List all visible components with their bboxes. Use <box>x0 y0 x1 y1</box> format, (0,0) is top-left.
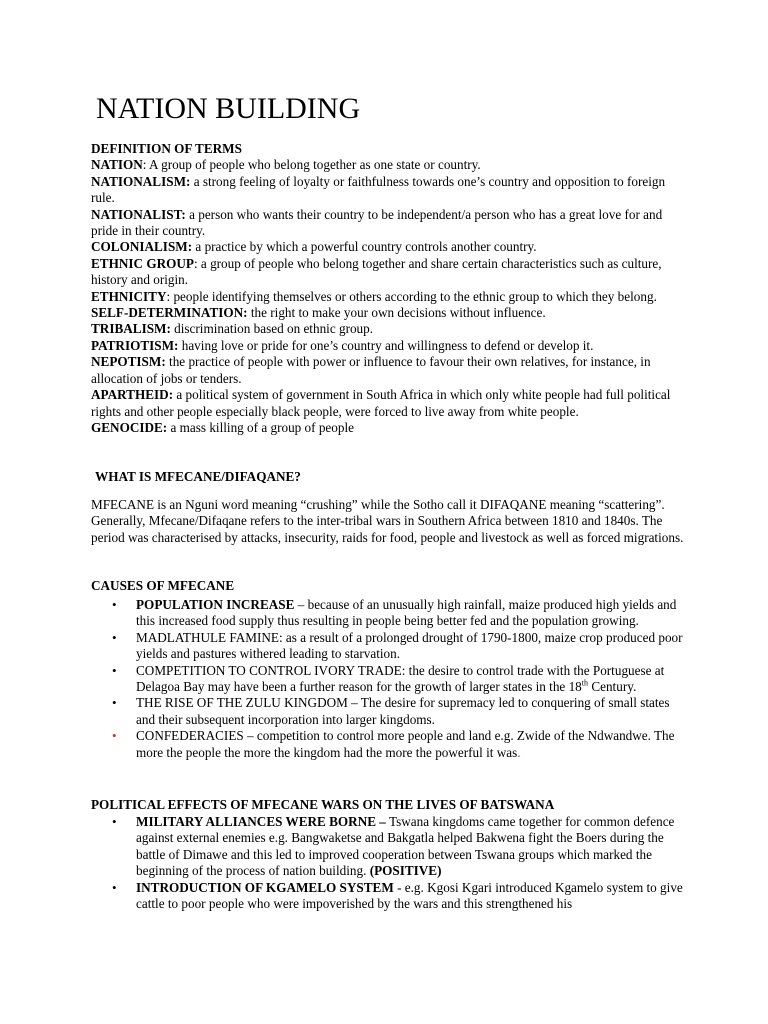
definition-term: NEPOTISM: <box>91 354 166 370</box>
cause-item <box>91 728 691 761</box>
cause-text: THE RISE OF THE ZULU KINGDOM – The desire for supremacy led to conquering of small states and their subsequent incorporation into larger kingdoms. <box>136 695 670 727</box>
cause-text: – because of an unusually high rainfall, maize produced high yields and this increased food supply thus resulting in people being better fed and the population growing. <box>136 597 677 629</box>
mfecane-paragraph: MFECANE is an Nguni word meaning “crushing” while the Sotho call it DIFAQANE meaning “scattering”. Generally, Mfecane/Difaqane refers to the inter-tribal wars in Southern Africa between 1810 and 1840s. The period was characterised by attacks, insecurity, raids for food, people and livestock as well as forced migrations. <box>91 497 684 545</box>
effect-tag: (POSITIVE) <box>369 863 442 879</box>
definition-item: NATION: A group of people who belong together as one state or country. <box>91 157 481 173</box>
cause-superscript: th <box>581 678 589 688</box>
definition-item <box>91 321 691 337</box>
effect-item <box>91 880 691 913</box>
definition-term: TRIBALISM: <box>91 321 171 337</box>
cause-lead: POPULATION INCREASE <box>136 597 295 612</box>
cause-text-tail: . <box>517 744 521 760</box>
definition-text: a person who wants their country to be independent/a person who has a great love for and pride in their country. <box>91 206 663 239</box>
definition-text: people identifying themselves or others according to the ethnic group to which they belong. <box>173 288 657 304</box>
mfecane-heading: WHAT IS MFECANE/DIFAQANE? <box>95 469 301 484</box>
cause-item <box>91 695 691 728</box>
definitions-section <box>91 141 691 436</box>
bullet-icon: • <box>112 629 117 645</box>
bullet-icon: • <box>112 662 117 678</box>
definition-item <box>91 354 691 387</box>
definition-term: SELF-DETERMINATION: <box>91 305 248 321</box>
definition-text: a group of people who belong together and share certain characteristics such as culture, history and origin. <box>91 255 662 288</box>
cause-text: CONFEDERACIES – competition to control more people and land e.g. Zwide of the Ndwandwe. The more the people the more the kingdom had the more the powerful it was <box>136 728 675 760</box>
definition-term: PATRIOTISM: <box>91 337 179 353</box>
effects-heading: POLITICAL EFFECTS OF MFECANE WARS ON THE LIVES OF BATSWANA <box>91 797 555 812</box>
effect-item <box>91 814 691 880</box>
effect-lead: INTRODUCTION OF KGAMELO SYSTEM <box>136 879 394 895</box>
definition-text: a political system of government in South Africa in which only white people had full political rights and other people especially black people, were forced to live away from white people. <box>91 387 671 419</box>
definition-item: ETHNICITY: people identifying themselves or others according to the ethnic group to which they belong. <box>91 288 657 304</box>
definition-text: having love or pride for one’s country and willingness to defend or develop it. <box>181 337 594 353</box>
definition-text: a strong feeling of loyalty or faithfulness towards one’s country and opposition to foreign rule. <box>91 173 666 206</box>
definition-item <box>91 207 691 240</box>
cause-item <box>91 630 691 663</box>
bullet-icon: • <box>112 695 117 711</box>
bullet-icon: • <box>112 728 117 744</box>
definition-term: ETHNICITY <box>91 288 167 304</box>
causes-heading: CAUSES OF MFECANE <box>91 578 235 593</box>
bullet-icon: • <box>112 879 117 895</box>
bullet-icon: • <box>112 597 117 612</box>
definition-item <box>91 305 691 321</box>
definition-term: COLONIALISM: <box>91 239 193 255</box>
effect-text: Tswana kingdoms came together for common defence against external enemies e.g. Bangwaketse and Bakgatla helped Bakwena fight the Boers during the battle of Dimawe and this led to improved cooperation between Tswana groups which marked the beginning of the process of nation building. <box>136 814 675 879</box>
bullet-icon: • <box>112 814 117 829</box>
definition-text: the practice of people with power or influence to favour their own relatives, for instance, in allocation of jobs or tenders. <box>91 354 651 386</box>
definition-item <box>91 174 691 207</box>
definitions-list <box>91 157 691 436</box>
definition-term: GENOCIDE: <box>91 419 168 435</box>
definition-text: a practice by which a powerful country controls another country. <box>195 239 537 255</box>
definition-text: the right to make your own decisions without influence. <box>250 305 546 321</box>
cause-text: COMPETITION TO CONTROL IVORY TRADE: the desire to control trade with the Portuguese at Delagoa Bay may have been a further reason for the growth of larger states in the 18 <box>136 662 665 695</box>
definition-text: a mass killing of a group of people <box>170 419 354 435</box>
definition-item <box>91 420 691 436</box>
cause-item <box>91 663 691 696</box>
cause-text-tail: Century. <box>588 679 637 695</box>
effect-text: - e.g. Kgosi Kgari introduced Kgamelo system to give cattle to poor people who were impoverished by the wars and this strengthened his <box>136 879 683 912</box>
definition-item <box>91 338 691 354</box>
definition-item <box>91 387 691 420</box>
effect-lead: MILITARY ALLIANCES WERE BORNE – <box>136 814 386 829</box>
definition-item: ETHNIC GROUP: a group of people who belong together and share certain characteristics such as culture, history and origin. <box>91 255 662 288</box>
page-title: NATION BUILDING <box>96 92 361 125</box>
definition-text: discrimination based on ethnic group. <box>174 321 374 337</box>
definition-term: NATION <box>91 157 143 173</box>
definition-item <box>91 239 691 255</box>
cause-text: MADLATHULE FAMINE: as a result of a prolonged drought of 1790-1800, maize crop produced poor yields and pastures withered leading to starvation. <box>136 629 683 662</box>
causes-list <box>91 597 691 761</box>
definition-term: ETHNIC GROUP <box>91 255 194 271</box>
definitions-heading: DEFINITION OF TERMS <box>91 141 242 156</box>
cause-item <box>91 597 691 630</box>
definition-term: NATIONALIST: <box>91 206 186 222</box>
definition-term: NATIONALISM: <box>91 173 191 189</box>
definition-term: APARTHEID: <box>91 387 174 403</box>
effects-list <box>91 814 691 912</box>
definition-text: A group of people who belong together as one state or country. <box>149 157 481 173</box>
